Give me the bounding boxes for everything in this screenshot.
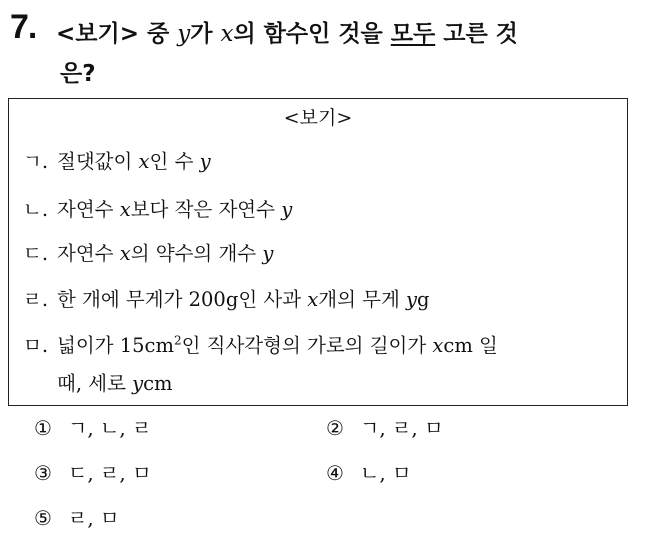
variable-y: y — [177, 21, 191, 47]
example-item-4 — [23, 281, 619, 319]
item-marker: ㅁ. — [23, 334, 49, 357]
question-number: 7. — [10, 8, 37, 46]
variable-x: x — [220, 21, 234, 47]
item-text: 인 직사각형의 가로의 길이가 — [181, 334, 433, 357]
item-text: 보다 작은 자연수 — [130, 198, 282, 221]
item-text: 개의 무게 — [318, 288, 406, 311]
stem-underlined-text: 모두 — [390, 21, 436, 47]
item-text: 자연수 — [57, 198, 120, 221]
example-item-3 — [23, 235, 619, 273]
variable-x: x — [119, 242, 131, 265]
example-item-1 — [23, 143, 619, 181]
variable-x: x — [138, 150, 150, 173]
item-text: 넓이가 15cm — [57, 334, 174, 357]
choice-number: ⑤ — [34, 506, 52, 530]
item-text: 때, 세로 — [57, 372, 133, 395]
item-text: 절댓값이 — [57, 150, 139, 173]
choice-number: ③ — [34, 461, 52, 485]
variable-x: x — [432, 334, 444, 357]
question-stem — [56, 14, 646, 94]
superscript-exponent: 2 — [173, 333, 182, 348]
example-box — [8, 98, 628, 406]
choice-number: ④ — [326, 461, 344, 485]
item-text: cm — [143, 372, 173, 395]
variable-y: y — [405, 288, 418, 311]
answer-choice-5[interactable] — [34, 503, 119, 533]
answer-choice-1[interactable] — [34, 413, 151, 443]
choice-number: ① — [34, 416, 52, 440]
choice-text: ㄷ, ㄹ, ㅁ — [68, 461, 152, 485]
variable-x: x — [119, 198, 131, 221]
item-line-1 — [23, 327, 619, 365]
variable-y: y — [132, 372, 144, 395]
item-text: 인 수 — [149, 150, 200, 173]
stem-text: 의 함수인 것을 — [233, 21, 391, 47]
item-text: g — [417, 288, 430, 311]
stem-text: 가 — [190, 21, 221, 47]
item-text: 자연수 — [57, 242, 120, 265]
choice-text: ㄱ, ㄴ, ㄹ — [68, 416, 152, 440]
item-marker: ㄴ. — [23, 198, 49, 221]
example-item-2 — [23, 191, 619, 229]
variable-y: y — [199, 150, 211, 173]
example-box-title: <보기> — [283, 107, 353, 129]
item-text: 한 개에 무게가 200g인 사과 — [57, 288, 308, 311]
item-marker: ㄱ. — [23, 150, 49, 173]
item-marker: ㄹ. — [23, 288, 49, 311]
variable-x: x — [307, 288, 319, 311]
choice-text: ㄹ, ㅁ — [68, 506, 120, 530]
example-item-5 — [23, 327, 619, 403]
choice-text: ㄴ, ㅁ — [360, 461, 412, 485]
item-marker: ㄷ. — [23, 242, 49, 265]
stem-text: 고른 것 — [435, 21, 518, 47]
item-line-2 — [23, 365, 619, 403]
answer-choice-3[interactable] — [34, 458, 151, 488]
question-stem-line-1 — [56, 14, 646, 54]
variable-y: y — [281, 198, 293, 221]
question-stem-line-2: 은? — [60, 61, 96, 87]
variable-y: y — [262, 242, 274, 265]
answer-choice-4[interactable] — [326, 458, 411, 488]
choice-text: ㄱ, ㄹ, ㅁ — [360, 416, 444, 440]
stem-text: <보기> 중 — [56, 21, 178, 47]
item-text: cm 일 — [443, 334, 498, 357]
choice-number: ② — [326, 416, 344, 440]
item-text: 의 약수의 개수 — [130, 242, 263, 265]
answer-choice-2[interactable] — [326, 413, 443, 443]
